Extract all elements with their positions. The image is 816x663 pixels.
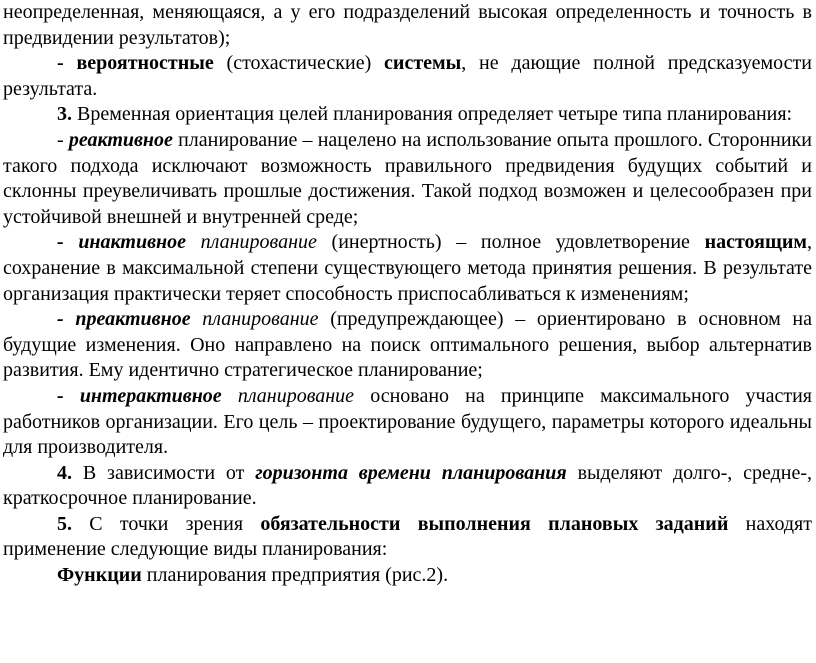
paragraph-3-text: Временная ориентация целей планирования определяет четыре типа планирования: xyxy=(72,103,793,126)
term-present: настоящим xyxy=(704,231,807,254)
term-interactive: интерактивное xyxy=(79,384,222,407)
item-number-3: 3. xyxy=(57,103,72,126)
paragraph-2 xyxy=(3,51,812,102)
bullet-dash: - xyxy=(57,128,69,151)
bullet-dash: - xyxy=(57,52,77,75)
term-functions: Функции xyxy=(57,564,142,587)
paragraph-9-rest: находят применение следующие виды планирования: xyxy=(3,512,812,561)
term-time-horizon: горизонта времени планирования xyxy=(255,461,567,484)
bullet-dash: - xyxy=(57,384,80,407)
paragraph-7-rest: основано на принципе максимального участия работников организации. Его цель – проектирование будущего, параметры которого идеальны для производителя. xyxy=(3,384,813,459)
paragraph-9-pre: С точки зрения xyxy=(72,512,261,535)
term-inactive: инактивное xyxy=(78,231,187,254)
paragraph-5-mid: (инертность) – полное удовлетворение xyxy=(316,231,705,254)
paragraph-1-text: неопределенная, меняющаяся, а у его подразделений высокая определенность и точность в предвидении результатов); xyxy=(3,1,812,49)
paragraph-7 xyxy=(3,384,812,461)
term-inactive-suffix: планирование xyxy=(186,231,317,254)
bullet-dash: - xyxy=(57,308,76,331)
term-preactive: преактивное xyxy=(75,308,191,331)
item-number-4: 4. xyxy=(57,461,72,484)
paragraph-8 xyxy=(3,461,812,512)
term-reactive: реактивное xyxy=(68,128,173,151)
paragraph-8-pre: В зависимости от xyxy=(72,461,256,484)
paragraph-4 xyxy=(3,128,812,230)
term-preactive-suffix: планирование xyxy=(190,308,319,331)
term-systems: системы xyxy=(384,52,462,75)
term-obligation: обязательности выполнения плановых заданий xyxy=(260,512,729,535)
paragraph-2-mid: (стохастические) xyxy=(213,52,385,75)
paragraph-10-rest: планирования предприятия (рис.2). xyxy=(141,564,449,587)
paragraph-3 xyxy=(3,102,812,128)
item-number-5: 5. xyxy=(57,512,72,535)
paragraph-6-rest: (предупреждающее) – ориентировано в основном на будущие изменения. Оно направлено на поиск оптимального решения, выбор альтернатив развития. Ему идентично стратегическое планирование; xyxy=(3,308,812,382)
paragraph-4-rest: планирование – нацелено на использование опыта прошлого. Сторонники такого подхода исключают возможность правильного предвидения будущих событий и склонны преувеличивать прошлые достижения. Такой подход возможен и целесообразен при устойчивой внешней и внутренней среде; xyxy=(3,128,812,228)
paragraph-9 xyxy=(3,512,812,563)
term-interactive-suffix: планирование xyxy=(221,384,355,407)
paragraph-5-rest: , сохранение в максимальной степени существующего метода принятия решения. В результате организация практически теряет способность приспосабливаться к изменениям; xyxy=(3,231,812,305)
paragraph-6 xyxy=(3,307,812,384)
bullet-dash: - xyxy=(57,231,79,254)
paragraph-5 xyxy=(3,230,812,307)
term-probabilistic: вероятностные xyxy=(76,52,214,75)
paragraph-10 xyxy=(3,563,812,589)
paragraph-8-rest: выделяют долго-, средне-, краткосрочное планирование. xyxy=(3,461,812,510)
paragraph-1 xyxy=(3,0,812,51)
paragraph-2-rest: , не дающие полной предсказуемости результата. xyxy=(3,52,812,100)
